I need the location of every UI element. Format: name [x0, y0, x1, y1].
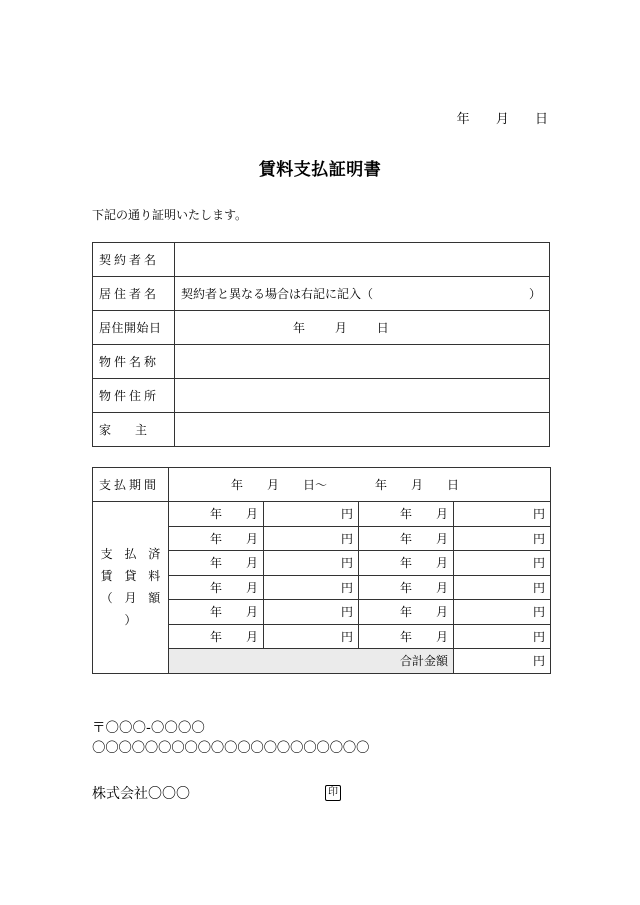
total-amount-cell[interactable]: 円 — [454, 649, 551, 674]
month-cell[interactable]: 年 月 — [359, 575, 454, 600]
period-row — [93, 468, 551, 502]
amount-cell[interactable]: 円 — [264, 600, 359, 625]
issue-month: 月 — [495, 112, 509, 127]
resident-note-close: ） — [528, 287, 541, 301]
resident-note: 契約者と異なる場合は右記に記入（ — [181, 287, 374, 301]
amount-cell[interactable]: 円 — [454, 551, 551, 576]
move-in-day: 日 — [376, 321, 389, 335]
amount-cell[interactable]: 円 — [264, 624, 359, 649]
resident-field[interactable] — [175, 277, 550, 311]
label-resident: 居住者名 — [93, 277, 175, 311]
side-label-line: 支 払 済 — [100, 547, 165, 562]
total-label: 合計金額 — [169, 649, 454, 674]
move-in-date-field[interactable] — [175, 311, 550, 345]
company-address: 〇〇〇〇〇〇〇〇〇〇〇〇〇〇〇〇〇〇〇〇〇 — [92, 740, 370, 756]
contract-info-table — [92, 242, 550, 447]
postal-code: 〒〇〇〇-〇〇〇〇 — [92, 720, 205, 736]
info-row — [93, 379, 550, 413]
period-from: 年 月 日～ — [231, 478, 328, 492]
month-cell[interactable]: 年 月 — [169, 526, 264, 551]
amount-cell[interactable]: 円 — [454, 526, 551, 551]
amount-cell[interactable]: 円 — [264, 575, 359, 600]
issue-year: 年 — [456, 112, 470, 127]
amount-cell[interactable]: 円 — [264, 551, 359, 576]
seal-mark: 印 — [325, 785, 341, 801]
move-in-month: 月 — [334, 321, 347, 335]
info-row — [93, 243, 550, 277]
label-paid-rent — [93, 502, 169, 674]
info-row — [93, 311, 550, 345]
amount-cell[interactable]: 円 — [264, 502, 359, 527]
company-name: 株式会社〇〇〇 — [92, 786, 190, 802]
month-cell[interactable]: 年 月 — [359, 600, 454, 625]
label-property-name: 物件名称 — [93, 345, 175, 379]
landlord-field[interactable] — [175, 413, 550, 447]
info-row — [93, 413, 550, 447]
month-cell[interactable]: 年 月 — [169, 575, 264, 600]
month-cell[interactable]: 年 月 — [359, 551, 454, 576]
month-cell[interactable]: 年 月 — [169, 502, 264, 527]
side-label-line: （ 月 額 ） — [100, 591, 165, 628]
payment-period-field[interactable] — [169, 468, 551, 502]
month-cell[interactable]: 年 月 — [359, 526, 454, 551]
label-landlord: 家 主 — [93, 413, 175, 447]
label-payment-period: 支払期間 — [93, 468, 169, 502]
issue-date — [435, 108, 548, 127]
move-in-year: 年 — [293, 321, 306, 335]
month-cell[interactable]: 年 月 — [169, 624, 264, 649]
property-name-field[interactable] — [175, 345, 550, 379]
month-cell[interactable]: 年 月 — [169, 600, 264, 625]
issue-day: 日 — [534, 112, 548, 127]
month-cell[interactable]: 年 月 — [359, 624, 454, 649]
label-contractor: 契約者名 — [93, 243, 175, 277]
month-row — [93, 502, 551, 527]
month-cell[interactable]: 年 月 — [359, 502, 454, 527]
contractor-field[interactable] — [175, 243, 550, 277]
label-move-in-date: 居住開始日 — [93, 311, 175, 345]
property-address-field[interactable] — [175, 379, 550, 413]
info-row — [93, 345, 550, 379]
document-title: 賃料支払証明書 — [258, 160, 382, 180]
info-row — [93, 277, 550, 311]
label-property-address: 物件住所 — [93, 379, 175, 413]
period-to: 年 月 日 — [375, 478, 460, 492]
amount-cell[interactable]: 円 — [454, 600, 551, 625]
amount-cell[interactable]: 円 — [454, 575, 551, 600]
month-cell[interactable]: 年 月 — [169, 551, 264, 576]
payment-table — [92, 467, 551, 674]
amount-cell[interactable]: 円 — [264, 526, 359, 551]
side-label-line: 賃 貸 料 — [100, 569, 165, 584]
intro-text: 下記の通り証明いたします。 — [92, 208, 248, 222]
amount-cell[interactable]: 円 — [454, 624, 551, 649]
amount-cell[interactable]: 円 — [454, 502, 551, 527]
